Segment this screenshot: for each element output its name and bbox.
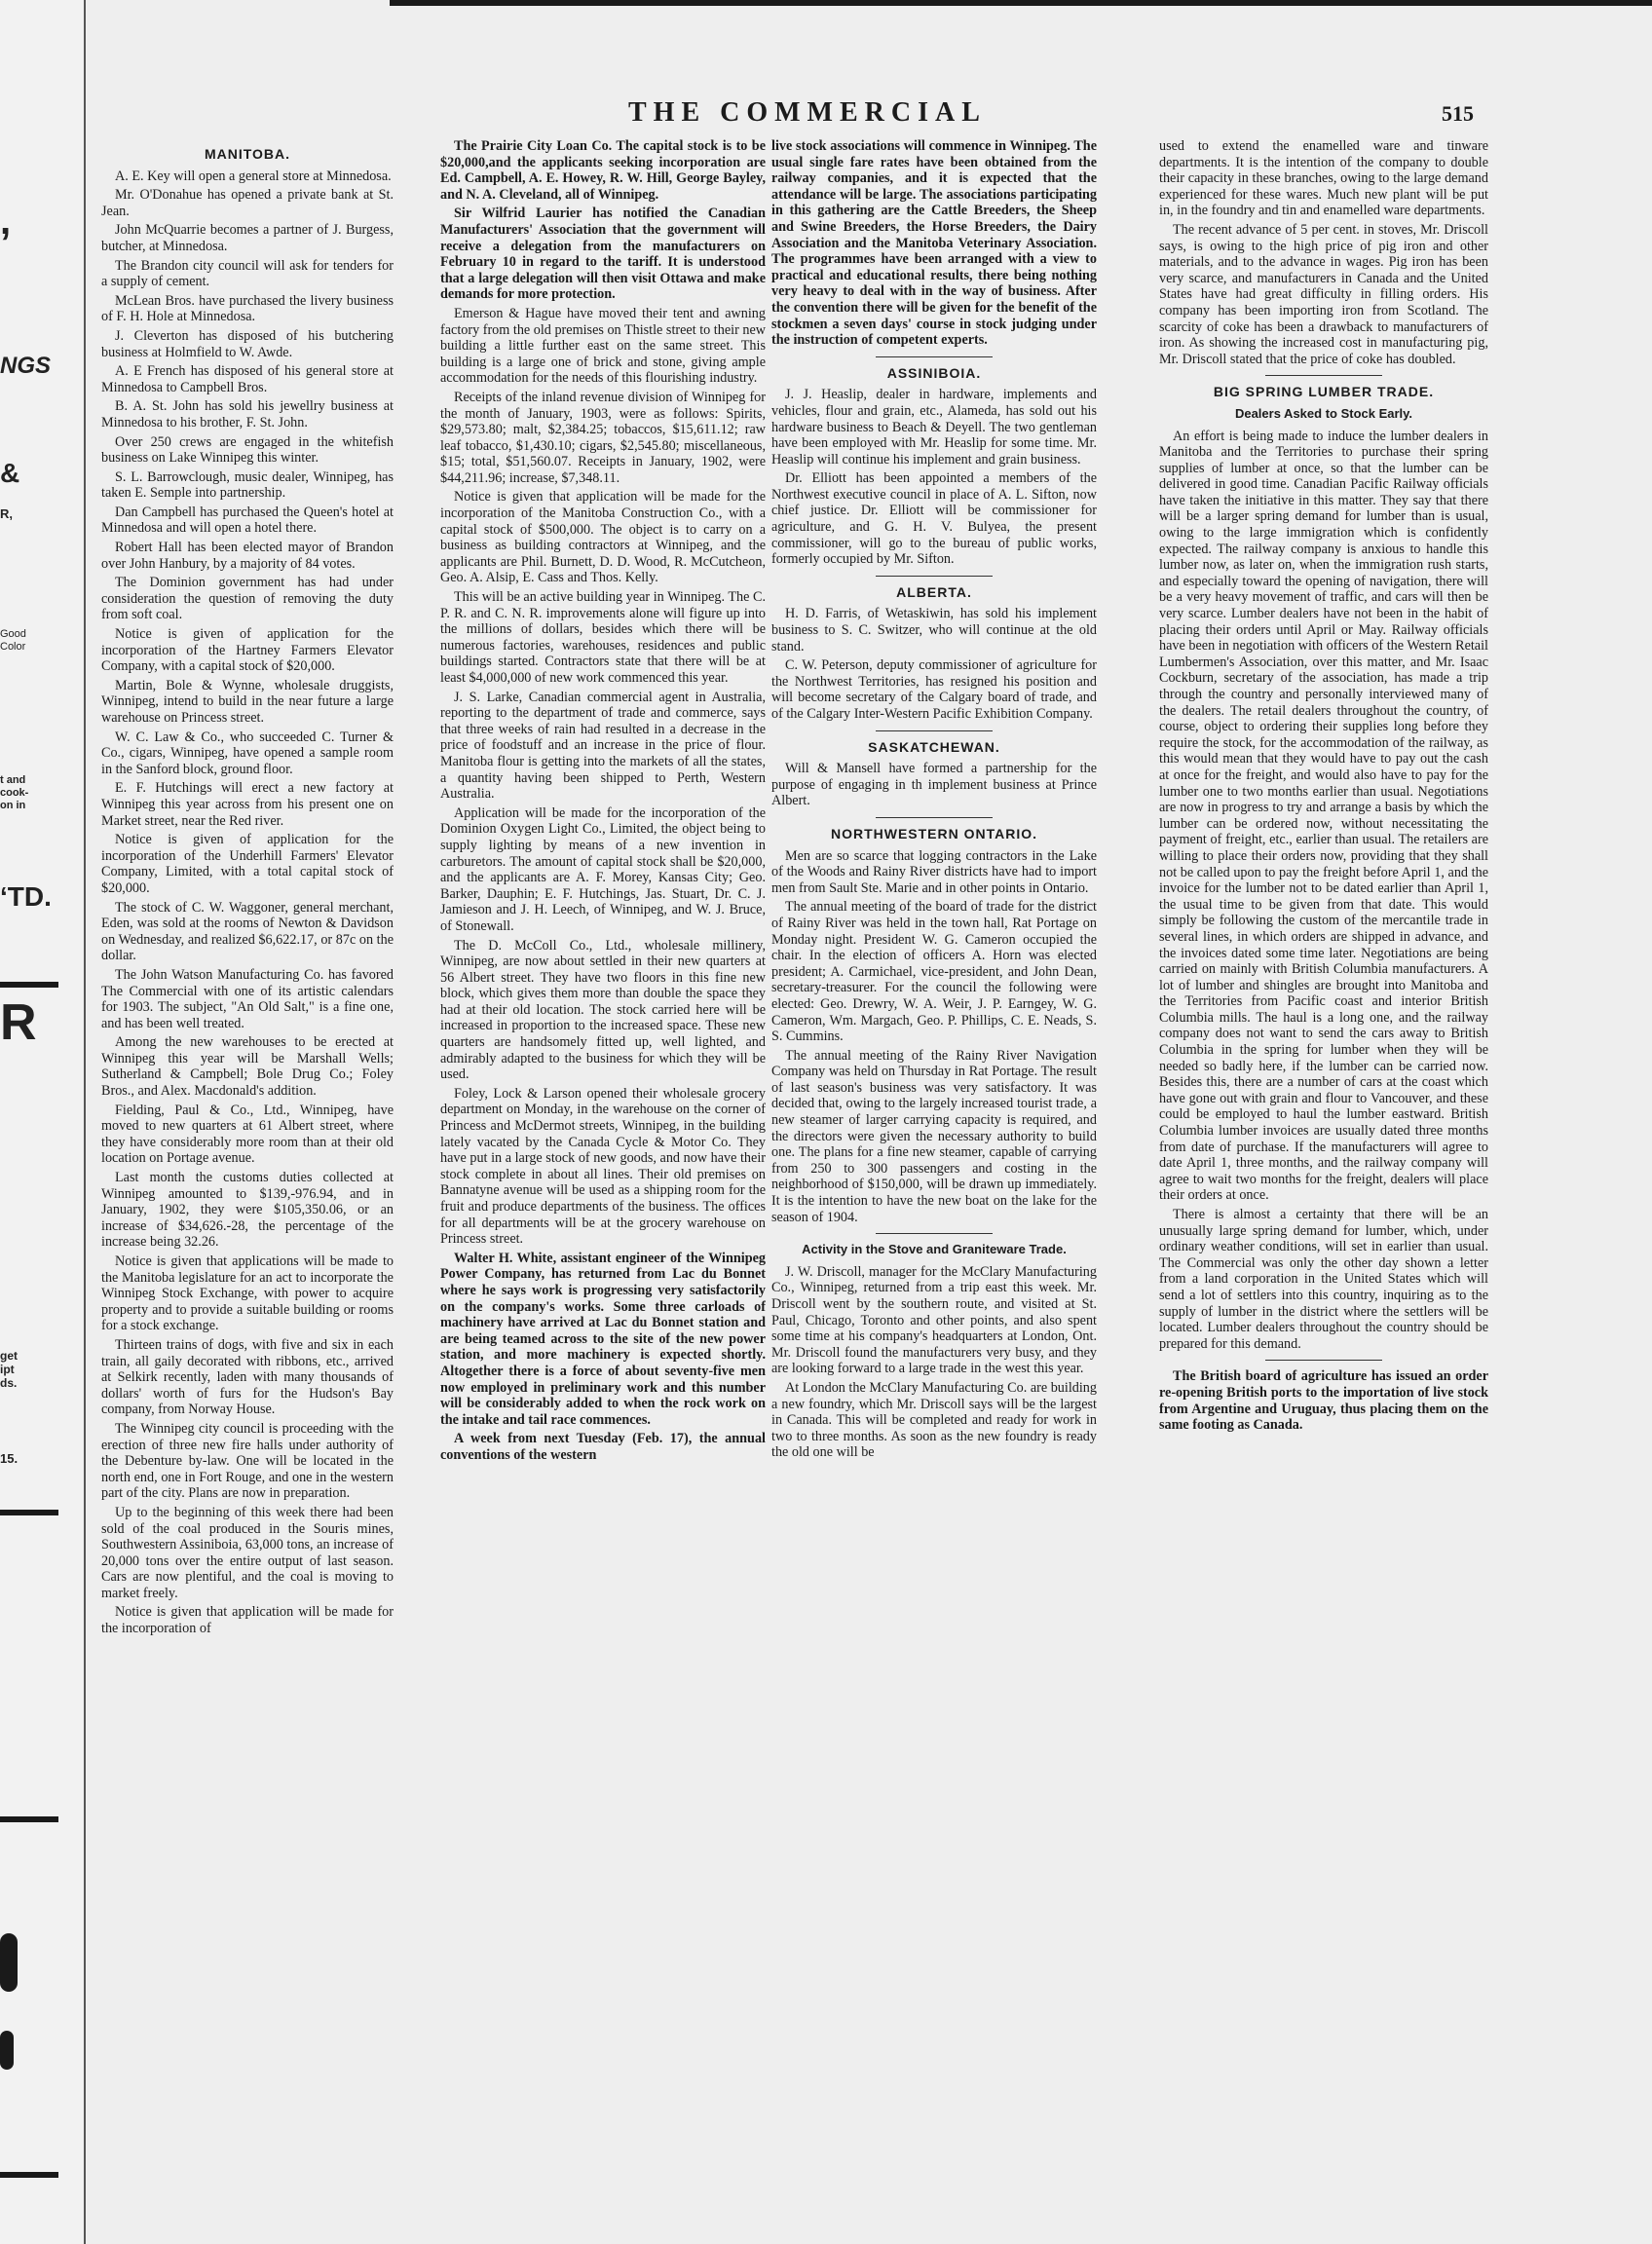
margin-fragment: get	[0, 1349, 18, 1363]
column-1	[101, 138, 394, 2232]
news-item: J. W. Driscoll, manager for the McClary Manufacturing Co., Winnipeg, returned from a trip east this week. Mr. Driscoll went by the southern route, and visited at St. Paul, Chicago, Toronto and other points, and also spent some time at his company's headquarters at London, Ont. Mr. Driscoll found the manufacturers very busy, and they are looking forward to a large trade in the west this year.	[771, 1263, 1097, 1377]
news-item: The stock of C. W. Waggoner, general merchant, Eden, was sold at the rooms of Newton & Davidson on Wednesday, and realized $6,622.17, or 87c on the dollar.	[101, 899, 394, 964]
news-item: J. Cleverton has disposed of his butchering business at Holmfield to W. Awde.	[101, 327, 394, 360]
news-item: Emerson & Hague have moved their tent and awning factory from the old premises on Thistle street to their new building a little further east on the same street. This building is a large one of brick and stone, giving ample accommodation for the needs of this flourishing industry.	[440, 305, 766, 387]
news-item: Sir Wilfrid Laurier has notified the Canadian Manufacturers' Association that the government will receive a delegation from the manufacturers on February 10 in regard to the tariff. It is understood that a large delegation will then visit Ottawa and make demands for more protection.	[440, 206, 766, 303]
section-divider	[1265, 375, 1382, 376]
margin-ornament-rule	[0, 1510, 58, 1515]
news-item: Will & Mansell have formed a partnership for the purpose of engaging in th implement business at Prince Albert.	[771, 761, 1097, 809]
margin-fragment: t and	[0, 774, 26, 786]
section-divider	[876, 730, 993, 731]
news-item: Notice is given that applications will be made to the Manitoba legislature for an act to incorporate the Winnipeg Stock Exchange, with power to acquire property and to provide a suitable building or rooms for a stock exchange.	[101, 1253, 394, 1334]
section-heading-saskatchewan: SASKATCHEWAN.	[868, 738, 1000, 755]
margin-fragment: R,	[0, 506, 13, 521]
news-item: Application will be made for the incorporation of the Dominion Oxygen Light Co., Limited, the object being to supply lighting by means of a new invention in carburetors. The amount of capital stock shall be $20,000, and the applicants are A. F. Morey, Kansas City; Geo. Barker, Dauphin; E. F. Hutchings, Jas. Stuart, Dr. C. J. Jamieson and J. H. Leech, of Winnipeg, and W. J. Bruce, of Stonewall.	[440, 804, 766, 934]
section-divider	[876, 1233, 993, 1234]
news-item: J. S. Larke, Canadian commercial agent in Australia, reporting to the department of trade and commerce, says that three weeks of rain had resulted in a decrease in the price of foodstuff and an increase in the price of flour. Manitoba flour is getting into the markets of all the states, a quantity having been shipped to Perth, Western Australia.	[440, 689, 766, 803]
news-item: B. A. St. John has sold his jewellry business at Minnedosa to his brother, F. St. John.	[101, 398, 394, 430]
column-4	[1159, 138, 1488, 2232]
margin-ornament-rule	[0, 2172, 58, 2178]
news-item: Notice is given that application will be made for the incorporation of	[101, 1604, 394, 1637]
margin-fragment: 15.	[0, 1451, 19, 1466]
section-divider	[1265, 1360, 1382, 1361]
news-item: Fielding, Paul & Co., Ltd., Winnipeg, have moved to new quarters at 61 Albert street, where they have considerably more room than at their old location on Portage avenue.	[101, 1102, 394, 1167]
news-item: E. F. Hutchings will erect a new factory at Winnipeg this year across from his present one on Market street, near the Red river.	[101, 780, 394, 829]
news-item: A week from next Tuesday (Feb. 17), the annual conventions of the western	[440, 1431, 766, 1463]
news-item: J. J. Heaslip, dealer in hardware, implements and vehicles, flour and grain, etc., Alameda, has sold out his hardware business to Beach & Deyell. The two gentleman have been employed with Mr. Heaslip for some time. Mr. Heaslip will continue his implement and grain business.	[771, 387, 1097, 468]
margin-ornament-rule	[0, 982, 58, 988]
news-item: Over 250 crews are engaged in the whitefish business on Lake Winnipeg this winter.	[101, 433, 394, 467]
article-subheadline: Dealers Asked to Stock Early.	[1234, 405, 1413, 421]
news-item: Dan Campbell has purchased the Queen's hotel at Minnedosa and will open a hotel there.	[101, 504, 394, 537]
news-item: used to extend the enamelled ware and tinware departments. It is the intention of the company to double their capacity in these branches, owing to the large demand experienced for these wares. Much new plant will be put in, in the foundry and tin and enamelled ware departments.	[1159, 138, 1488, 219]
news-item: John McQuarrie becomes a partner of J. Burgess, butcher, at Minnedosa.	[101, 222, 394, 254]
margin-fragment: Good	[0, 628, 26, 640]
publication-title: THE COMMERCIAL	[628, 97, 987, 128]
news-item: A. E French has disposed of his general store at Minnedosa to Campbell Bros.	[101, 363, 394, 395]
news-item: Walter H. White, assistant engineer of the Winnipeg Power Company, has returned from Lac du Bonnet where he says work is progressing very satisfactorily on the company's works. Some three carloads of machinery have arrived at Lac du Bonnet station and are being teamed across to the site of the new power station, and more machinery is expected shortly. Altogether there is a force of about seventy-five men now employed in preliminary work and this number will be considerably added to when the rock work on the intake and tail race commences.	[440, 1250, 766, 1428]
news-item: C. W. Peterson, deputy commissioner of agriculture for the Northwest Territories, has resigned his position and will become secretary of the Calgary board of trade, and of the Calgary Inter-Western Pacific Exhibition Company.	[771, 657, 1097, 722]
news-item: Martin, Bole & Wynne, wholesale druggists, Winnipeg, intend to build in the near future a large warehouse on Princess street.	[101, 677, 394, 726]
news-item: The Dominion government has had under consideration the question of removing the duty from soft coal.	[101, 575, 394, 623]
news-item: Notice is given that application will be made for the incorporation of the Manitoba Construction Co., with a capital stock of $500,000. The object is to carry on a business as building contractors at Winnipeg, and the applicants are Phil. Burnett, D. D. Wood, R. McCutcheon, Geo. A. Alsip, E. Cass and Thos. Kelly.	[440, 489, 766, 586]
news-item: An effort is being made to induce the lumber dealers in Manitoba and the Territories to purchase their spring supplies of lumber at once, so that the lumber can be delivered in good time. Canadian Pacific Railway officials have taken the initiative in this matter. They say that there will be a larger spring demand for lumber than is usual, owing to the large immigration which is confidently expected. The railway company is anxious to handle this lumber now, as later on, when the immigration rush starts, and especially toward the opening of navigation, there will be a very heavy movement of traffic, and cars will then be very scarce. Lumber dealers have not been in the habit of placing their orders until April or May. Railway officials have been in negotiation with officers of the Western Retail Lumbermen's Association, over this matter, and Mr. Isaac Cockburn, secretary of the association, has made a trip through the country and personally interviewed many of the dealers. The retail dealers throughout the country, of course, object to ordering their supplies long before they require the stock, for the accommodation of the railway, as this would mean that they would have to pay out the cash at once for the freight, and would also have to pay for the lumber one to two months earlier than usual. Negotiations are now in progress to try and arrange a basis by which the lumber can be ordered now, without necessitating the payment of freight, etc., earlier than usual. The retailers are willing to place their orders now, providing that they shall not be called upon to pay the freight before April 1, and the invoice for the lumber not to be dated earlier than April 1, the usual time to be given from that date. This would simply be following the custom of the mercantile trade in several lines, in which orders are shipped in advance, and the invoices dated some time later. Negotiations are being carried on mainly with British Columbia manufacturers. A lot of lumber and shingles are brought into Manitoba and the Territories from Pacific coast and interior British Columbia mills. The haul is a long one, and the railway company does not want to send the cars away to British Columbia in the spring for lumber when they will be needed so badly here, if the lumber can be carried now. Besides this, there are a number of cars at the coast which have gone out with grain and flour to Vancouver, and these could be employed to haul the lumber eastward. British Columbia lumber invoices are usually dated three months from date of purchase. If the manufacturers will agree to date April 1, three months, and the railway company will agree to wait two months for the freight, dealers will place their orders at once.	[1159, 428, 1488, 1204]
news-item: There is almost a certainty that there will be an unusually large spring demand for lumber, which, under ordinary weather conditions, will set in earlier than usual. The Commercial was only the other day shown a letter from a land corporation in the United States which will send a lot of settlers into this country, inquiring as to the supply of lumber in the district where the settlers will be located. Lumber dealers throughout the country should be prepared for this demand.	[1159, 1207, 1488, 1352]
section-divider	[876, 817, 993, 818]
column-2	[440, 138, 766, 2232]
news-item: Up to the beginning of this week there had been sold of the coal produced in the Souris mines, Southwestern Assiniboia, 63,000 tons, an increase of 20,000 tons over the entire output of last season. Cars are now plentiful, and the coal is moving to market freely.	[101, 1504, 394, 1601]
section-divider	[876, 356, 993, 357]
news-item: Thirteen trains of dogs, with five and six in each train, all gaily decorated with ribbons, etc., arrived at Selkirk recently, laden with many thousands of dollars' worth of furs for the Hudson's Bay company, from Norway House.	[101, 1336, 394, 1418]
news-item: Last month the customs duties collected at Winnipeg amounted to $139,-976.94, and in January, 1902, they were $105,350.06, or an increase of $34,626.-28, the percentage of the increase being 32.26.	[101, 1170, 394, 1251]
news-item: The Brandon city council will ask for tenders for a supply of cement.	[101, 257, 394, 290]
margin-fragment: Color	[0, 641, 26, 653]
news-item: A. E. Key will open a general store at Minnedosa.	[115, 168, 392, 184]
news-item: Mr. O'Donahue has opened a private bank at St. Jean.	[101, 187, 394, 219]
margin-ornament-rule	[0, 1816, 58, 1822]
news-item: Notice is given of application for the incorporation of the Underhill Farmers' Elevator Company, Limited, with a total capital stock of $20,000.	[101, 832, 394, 896]
margin-fragment: ds.	[0, 1376, 18, 1390]
section-heading-northwestern-ontario: NORTHWESTERN ONTARIO.	[830, 825, 1038, 842]
news-item: Dr. Elliott has been appointed a members of the Northwest executive council in place of A. L. Sifton, now chief justice. Dr. Elliott will be commissioner for agriculture, and G. H. V. Bulyea, the present commissioner, will go to the bureau of public works, formerly occupied by Mr. Sifton.	[771, 470, 1097, 568]
margin-ink-blot	[0, 1933, 18, 1992]
news-item: The John Watson Manufacturing Co. has favored The Commercial with one of its artistic calendars for 1903. The subject, "An Old Salt," is a fine one, and has been well treated.	[101, 966, 394, 1031]
news-item: S. L. Barrowclough, music dealer, Winnipeg, has taken E. Semple into partnership.	[101, 468, 394, 502]
news-item: Foley, Lock & Larson opened their wholesale grocery department on Monday, in the warehouse on the corner of Princess and McDermot streets, Winnipeg, in the building lately vacated by the Canada Cycle & Motor Co. They have put in a large stock of new goods, and now have their stock complete in about all lines. Their old premises on Bannatyne avenue will be used as a shipping room for the fruit and produce departments of the business. The offices for all departments will be at the grocery warehouse on Princess street.	[440, 1085, 766, 1248]
margin-fragment: ipt	[0, 1363, 15, 1376]
column-rule	[84, 0, 86, 2244]
news-item: The annual meeting of the Rainy River Navigation Company was held on Thursday in Rat Portage. The result of last season's business was very satisfactory. It was decided that, owing to the largely increased tourist trade, a new steamer of larger carrying capacity is required, and the directors were given the necessary authority to build one. The plans for a fine new steamer, capable of carrying from 250 to 300 passengers and costing in the neighborhood of $150,000, will be drawn up immediately. It is the intention to have the new boat on the lake for the season of 1904.	[771, 1047, 1097, 1225]
margin-fragment: on in	[0, 800, 26, 811]
news-item: Among the new warehouses to be erected at Winnipeg this year will be Marshall Wells; Sutherland & Campbell; Bole Drug Co.; Foley Bros., and Alex. Macdonald's addition.	[101, 1034, 394, 1100]
news-item: Robert Hall has been elected mayor of Brandon over John Hanbury, by a majority of 84 votes.	[101, 540, 394, 572]
section-heading-alberta: ALBERTA.	[896, 583, 972, 600]
margin-ink-blot	[0, 2031, 14, 2070]
margin-fragment: R	[0, 994, 37, 1051]
news-item: The British board of agriculture has issued an order re-opening British ports to the importation of live stock from Argentine and Uruguay, thus placing them on the same footing as Canada.	[1159, 1368, 1488, 1434]
column-3	[771, 138, 1097, 2232]
article-headline-stove-trade: Activity in the Stove and Graniteware Trade.	[802, 1242, 1067, 1257]
top-edge-rule	[390, 0, 1652, 6]
page-number: 515	[1442, 101, 1474, 126]
margin-fragment: cook-	[0, 787, 29, 799]
margin-fragment: NGS	[0, 353, 52, 379]
article-headline-lumber-trade: BIG SPRING LUMBER TRADE.	[1213, 384, 1435, 400]
news-item: The annual meeting of the board of trade for the district of Rainy River was held in the town hall, Rat Portage on Monday night. President W. G. Cameron occupied the chair. In the election of officers A. Horn was elected president; A. Carmichael, vice-president, and John Dean, secretary-treasurer. For the council the following were elected: Geo. Drewry, W. A. Weir, J. P. Earngey, W. G. Cameron, Wm. Margach, Geo. P. Phillips, C. E. Neads, S. S. Cummins.	[771, 899, 1097, 1045]
adjacent-page-margin	[0, 0, 86, 2244]
news-item: The recent advance of 5 per cent. in stoves, Mr. Driscoll says, is owing to the high price of pig iron and other materials, and to the advance in wages. Pig iron has been very scarce, and manufacturers in Canada and the United States have had great difficulty in filling orders. His company has been importing iron from Scotland. The scarcity of coke has been a drawback to manufacturers of iron. As showing the increased cost in manufacturing pig, Mr. Driscoll stated that the price of coke has doubled.	[1159, 221, 1488, 367]
news-item: Receipts of the inland revenue division of Winnipeg for the month of January, 1903, were as follows: Spirits, $29,573.80; malt, $2,384.25; tobaccos, $15,611.12; raw leaf tobacco, $1,430.10; cigars, $2,545.80; miscellaneous, $15; total, $51,560.07. Receipts in January, 1902, were $44,211.96; increase, $7,348.11.	[440, 389, 766, 486]
margin-fragment: ,	[0, 200, 12, 243]
masthead	[0, 97, 1652, 127]
margin-fragment: ‘TD.	[0, 881, 52, 912]
section-heading-assiniboia: ASSINIBOIA.	[886, 364, 982, 381]
margin-fragment: &	[0, 458, 20, 488]
news-item: At London the McClary Manufacturing Co. are building a new foundry, which Mr. Driscoll says will be the largest in Canada. This will be completed and ready for work in two to three months. As soon as the new foundry is ready the old one will be	[771, 1379, 1097, 1461]
news-item: McLean Bros. have purchased the livery business of F. H. Hole at Minnedosa.	[101, 292, 394, 325]
news-item: Men are so scarce that logging contractors in the Lake of the Woods and Rainy River districts have had to import men from Sault Ste. Marie and in other points in Ontario.	[771, 847, 1097, 896]
news-item: W. C. Law & Co., who succeeded C. Turner & Co., cigars, Winnipeg, have opened a sample room in the Sanford block, ground floor.	[101, 729, 394, 777]
news-item: The Winnipeg city council is proceeding with the erection of three new fire halls under authority of the Debenture by-law. One will be located in the north end, one in Fort Rouge, and one in the western part of the city. Plans are now in preparation.	[101, 1420, 394, 1502]
news-item: This will be an active building year in Winnipeg. The C. P. R. and C. N. R. improvements alone will figure up into the millions of dollars, besides which there will be numerous factories, warehouses, residences and public buildings started. Contractors state that there will be at least $4,000,000 of new work commenced this year.	[440, 589, 766, 686]
section-heading-manitoba: MANITOBA.	[204, 146, 291, 162]
news-item: The Prairie City Loan Co. The capital stock is to be $20,000,and the applicants seeking incorporation are Ed. Campbell, A. E. Howey, R. W. Hill, George Bayley, and N. A. Cleveland, all of Winnipeg.	[440, 138, 766, 203]
news-item: Notice is given of application for the incorporation of the Hartney Farmers Elevator Company, with a capital stock of $20,000.	[101, 626, 394, 675]
news-item: The D. McColl Co., Ltd., wholesale millinery, Winnipeg, are now about settled in their new quarters at 56 Albert street. They have two floors in this fine new block, which gives them more than double the space they had at their old location. The stock carried here will be increased in proportion to the increased space. These new quarters are handsomely fitted up, well lighted, and admirably adapted to the business for which they will be used.	[440, 937, 766, 1083]
section-divider	[876, 576, 993, 577]
news-item: H. D. Farris, of Wetaskiwin, has sold his implement business to S. C. Switzer, who will continue at the old stand.	[771, 606, 1097, 654]
news-item: live stock associations will commence in Winnipeg. The usual single fare rates have been obtained from the railway companies, and it is expected that the attendance will be large. The associations participating in this gathering are the Cattle Breeders, the Sheep and Swine Breeders, the Horse Breeders, the Dairy Association and the Manitoba Veterinary Association. The programmes have been arranged with a view to practical and educational results, there being nothing very heavy to deal with in the way of business. After the convention there will be given for the benefit of the stockmen a seven days' course in stock judging under the instruction of competent experts.	[771, 138, 1097, 349]
